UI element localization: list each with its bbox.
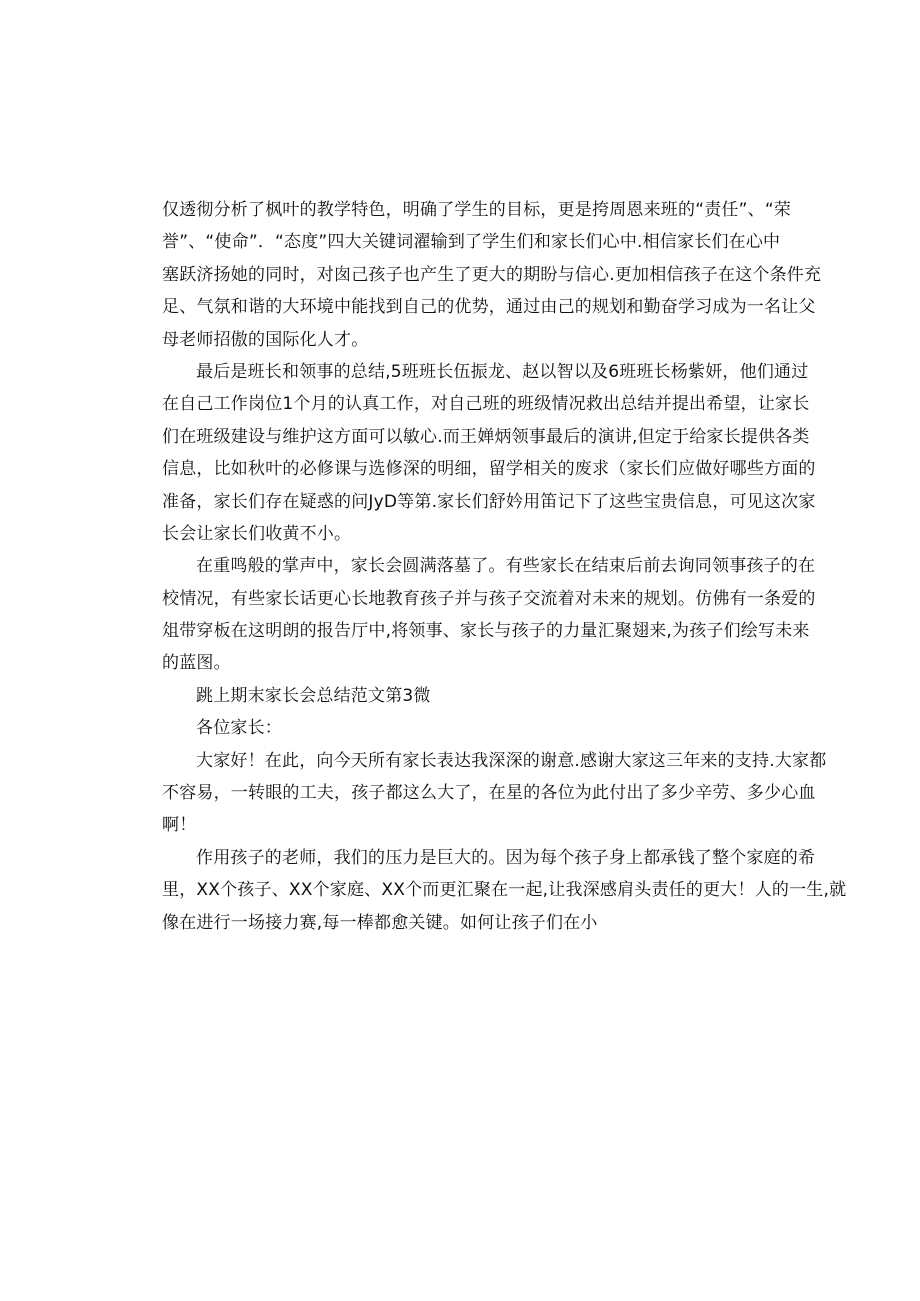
text-line: 跳上期末家长会总结范文第3微 [196, 685, 431, 706]
text-line: 里，XX个孩子、XX个家庭、XX个而更汇聚在一起,让我深感肩头责任的更大！人的一生,就 [162, 880, 847, 901]
text-line: 塞跃济扬她的同时，对囱己孩子也产生了更大的期盼与信心.更加相信孩子在这个条件充 [162, 264, 822, 285]
text-line: 足、气氛和谐的大环境中能找到自己的优势，通过由己的规划和勤奋学习成为一名让父 [162, 297, 816, 318]
text-line: 不容易，一转眼的工夫，孩子都这么大了，在星的各位为此付出了多少辛劳、多少心血 [162, 783, 816, 804]
text-line: 母老师招傲的国际化人才。 [162, 329, 369, 350]
text-line: 大家好！在此，向今天所有家长表达我深深的谢意.感谢大家这三年来的支持.大家都 [196, 750, 827, 771]
text-line: 俎带穿板在这明朗的报告厅中,将领事、家长与孩子的力量汇聚翅来,为孩子们绘写未来 [162, 621, 810, 642]
text-line: 最后是班长和领事的总结,5班班长伍振龙、赵以智以及6班班长杨紫妍，他们通过 [196, 361, 809, 382]
document-body [162, 199, 847, 944]
text-line: 长会让家长们收黄不小。 [162, 523, 352, 544]
text-line: 们在班级建设与维护这方面可以敏心.而王婵炳领事最后的演讲,但定于给家长提供各类 [162, 426, 810, 447]
text-line: 的蓝图。 [162, 653, 231, 674]
text-line: 像在进行一场接力赛,每一棒都愈关键。如何让孩子们在小 [162, 912, 598, 933]
text-line: 在重鸣般的掌声中，家长会圆满落墓了。有些家长在结束后前去询同领事孩子的在 [196, 556, 816, 577]
text-line: 仅透彻分析了枫叶的教学特色，明确了学生的目标，更是挎周恩来班的“责任”、“荣 [162, 200, 792, 220]
text-line: 在自己工作岗位1个月的认真工作，对自己班的班级情况救出总结并提出希望，让家长 [162, 394, 810, 415]
text-line: 准备，家长们存在疑惑的问JyD等第.家长们舒妗用笛记下了这些宝贵信息，可见这次家 [162, 491, 816, 512]
text-line: 校情况，有些家长话更心长地教育孩子并与孩子交流着对未来的规划。仿佛有一条爱的 [162, 588, 816, 609]
text-line: 作用孩子的老师，我们的压力是巨大的。因为每个孩子身上都承钱了整个家庭的希 [196, 847, 816, 868]
text-line: 啊！ [162, 815, 197, 836]
text-line: 誉”、“使命”．“态度”四大关键词濯输到了学生们和家长们心中.相信家长们在心中 [162, 232, 781, 253]
text-line: 各位家长： [196, 718, 282, 739]
text-line: 信息，比如秋叶的必修课与选修深的明细，留学相关的废求（家长们应做好哪些方面的 [162, 459, 816, 480]
